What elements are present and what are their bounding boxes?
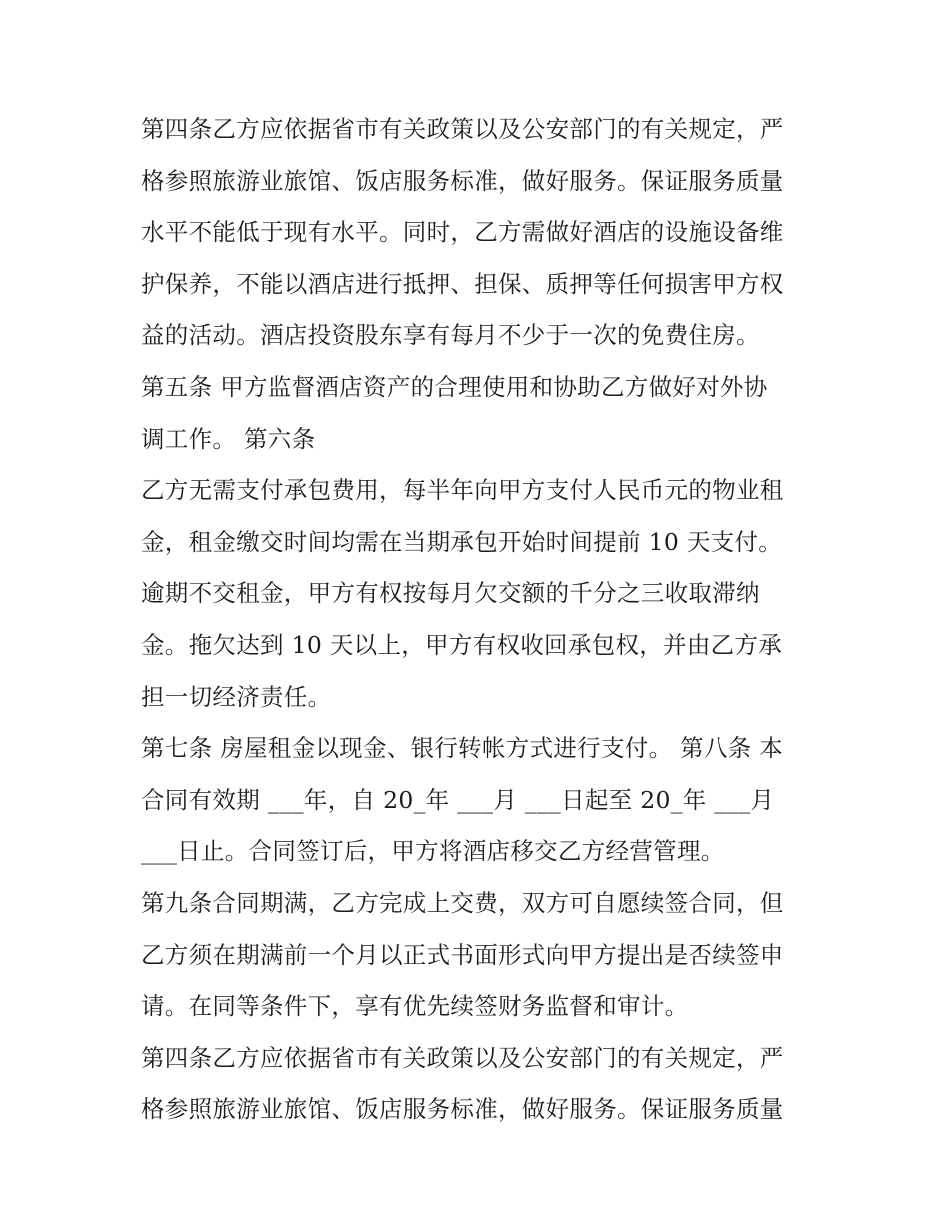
text-line: 金，租金缴交时间均需在当期承包开始时间提前 10 天支付。 xyxy=(141,527,783,556)
text-line: 乙方须在期满前一个月以正式书面形式向甲方提出是否续签申 xyxy=(141,940,784,969)
text-line: 第五条 甲方监督酒店资产的合理使用和协助乙方做好对外协 xyxy=(141,372,768,401)
text-line: 合同有效期 ___年，自 20_年 ___月 ___日起至 20_年 ___月 xyxy=(141,785,775,814)
text-line: 格参照旅游业旅馆、饭店服务标准，做好服务。保证服务质量 xyxy=(141,166,784,195)
text-line: 格参照旅游业旅馆、饭店服务标准，做好服务。保证服务质量 xyxy=(141,1095,784,1124)
text-line: 逾期不交租金，甲方有权按每月欠交额的千分之三收取滞纳 xyxy=(141,579,760,608)
contract-text-body xyxy=(141,104,821,1136)
text-line: 请。在同等条件下，享有优先续签财务监督和审计。 xyxy=(141,992,689,1021)
text-line: 金。拖欠达到 10 天以上，甲方有权收回承包权，并由乙方承 xyxy=(141,630,783,659)
text-line: 水平不能低于现有水平。同时，乙方需做好酒店的设施设备维 xyxy=(141,218,784,247)
text-line: 第四条乙方应依据省市有关政策以及公安部门的有关规定，严 xyxy=(141,115,784,143)
text-line: 调工作。 第六条 xyxy=(141,424,316,453)
text-line: 乙方无需支付承包费用，每半年向甲方支付人民币元的物业租 xyxy=(141,476,784,505)
text-line: ___日止。合同签订后，甲方将酒店移交乙方经营管理。 xyxy=(141,837,725,866)
text-line: 第九条合同期满，乙方完成上交费，双方可自愿续签合同，但 xyxy=(141,888,784,917)
text-line: 第七条 房屋租金以现金、银行转帐方式进行支付。 第八条 本 xyxy=(141,734,784,763)
text-line: 护保养，不能以酒店进行抵押、担保、质押等任何损害甲方权 xyxy=(141,269,784,298)
text-line: 第四条乙方应依据省市有关政策以及公安部门的有关规定，严 xyxy=(141,1043,784,1072)
text-line: 益的活动。酒店投资股东享有每月不少于一次的免费住房。 xyxy=(141,321,760,350)
text-line: 担一切经济责任。 xyxy=(141,682,332,711)
